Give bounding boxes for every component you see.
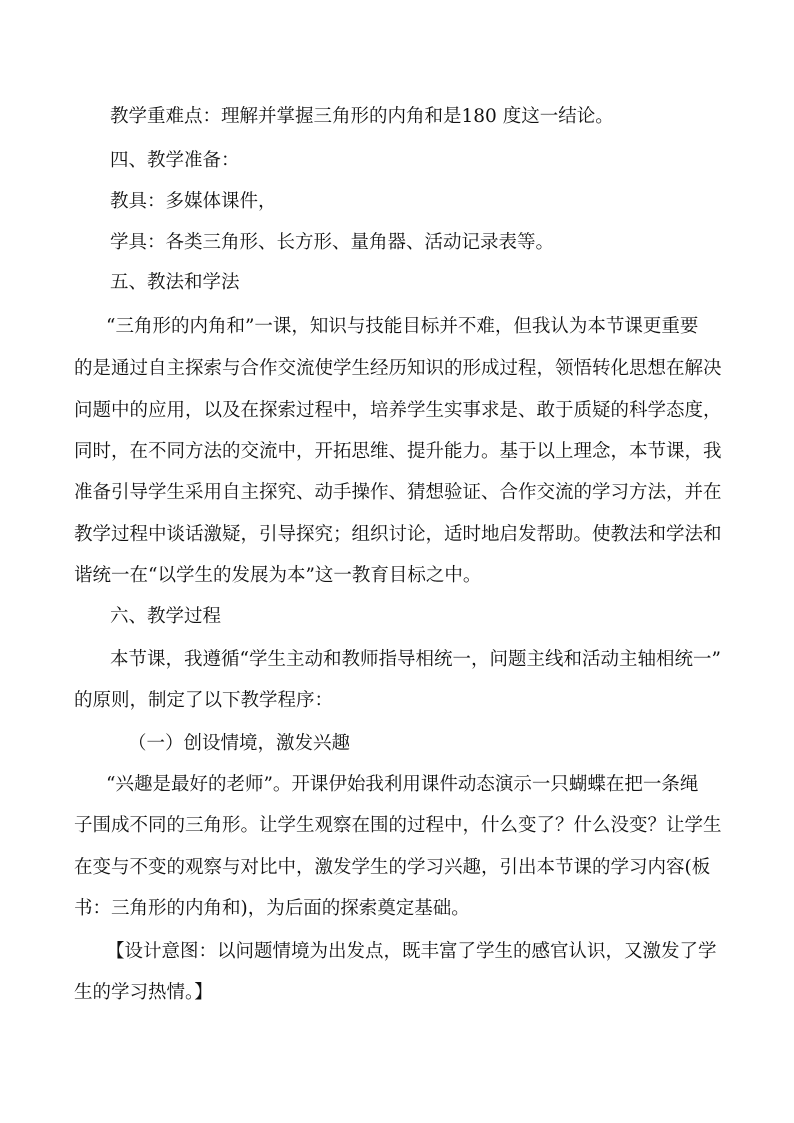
design-intent-line: 【设计意图：以问题情境为出发点，既丰富了学生的感官认识，又激发了学 bbox=[106, 941, 717, 962]
paragraph-line: “兴趣是最好的老师”。开课伊始我利用课件动态演示一只蝴蝶在把一条绳 bbox=[106, 774, 699, 795]
paragraph-line: 谐统一在“以学生的发展为本”这一教育目标之中。 bbox=[74, 565, 482, 586]
section-heading-6: 六、教学过程 bbox=[110, 606, 222, 627]
paragraph-line: 教学过程中谈话激疑，引导探究；组织讨论，适时地启发帮助。使教法和学法和 bbox=[74, 524, 722, 545]
paragraph-line: 书：三角形的内角和)，为后面的探索奠定基础。 bbox=[74, 898, 470, 919]
paragraph-line: 子围成不同的三角形。让学生观察在围的过程中，什么变了？什么没变？让学生 bbox=[74, 815, 722, 836]
paragraph-line: 准备引导学生采用自主探究、动手操作、猜想验证、合作交流的学习方法，并在 bbox=[74, 482, 722, 503]
paragraph-line: 的是通过自主探索与合作交流使学生经历知识的形成过程，领悟转化思想在解决 bbox=[74, 358, 722, 379]
teaching-aids-line: 教具：多媒体课件， bbox=[110, 191, 277, 212]
paragraph-line: 在变与不变的观察与对比中，激发学生的学习兴趣，引出本节课的学习内容(板 bbox=[74, 857, 711, 878]
key-difficulty-line: 教学重难点：理解并掌握三角形的内角和是180 度这一结论。 bbox=[110, 106, 614, 127]
paragraph-line: “三角形的内角和”一课，知识与技能目标并不难，但我认为本节课更重要 bbox=[106, 316, 699, 337]
section-heading-5: 五、教法和学法 bbox=[110, 272, 240, 293]
paragraph-line: 的原则，制定了以下教学程序： bbox=[74, 690, 334, 711]
learning-aids-line: 学具：各类三角形、长方形、量角器、活动记录表等。 bbox=[110, 232, 555, 253]
subsection-heading-1: （一）创设情境，激发兴趣 bbox=[128, 733, 351, 754]
design-intent-line: 生的学习热情。】 bbox=[74, 982, 213, 1003]
paragraph-line: 本节课，我遵循“学生主动和教师指导相统一，问题主线和活动主轴相统一” bbox=[110, 649, 721, 670]
section-heading-4: 四、教学准备： bbox=[110, 150, 240, 171]
paragraph-line: 问题中的应用，以及在探索过程中，培养学生实事求是、敢于质疑的科学态度， bbox=[74, 400, 722, 421]
paragraph-line: 同时，在不同方法的交流中，开拓思维、提升能力。基于以上理念，本节课，我 bbox=[74, 441, 722, 462]
